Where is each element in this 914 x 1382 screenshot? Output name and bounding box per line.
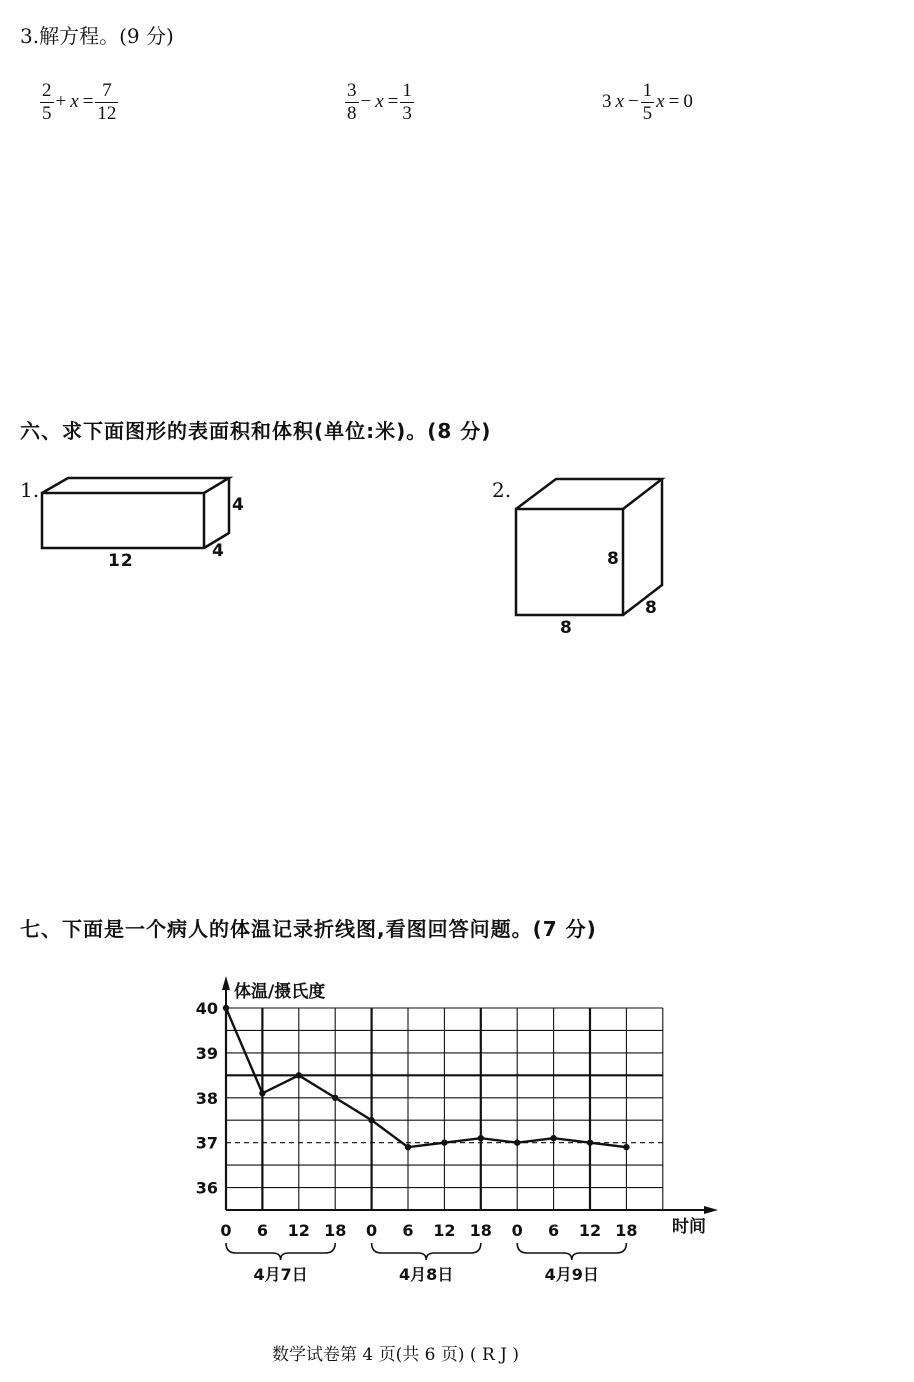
- cuboid-width-label: 4: [212, 541, 225, 561]
- data-point: [623, 1144, 629, 1150]
- group-label: 4月8日: [399, 1265, 454, 1284]
- x-axis-arrow: [704, 1206, 718, 1214]
- x-tick-label: 0: [220, 1221, 232, 1240]
- eq3-coefficient: 3: [602, 91, 612, 113]
- x-tick-label: 12: [433, 1221, 456, 1240]
- y-tick-label: 40: [195, 999, 218, 1018]
- data-point: [332, 1095, 338, 1101]
- x-tick-label: 12: [578, 1221, 602, 1240]
- eq3-denominator: 5: [642, 102, 653, 124]
- eq3-variable: x: [615, 91, 624, 113]
- eq1-equals: =: [82, 91, 94, 113]
- eq3-numerator: 1: [642, 80, 653, 101]
- eq1-rhs-denominator: 12: [97, 102, 117, 124]
- eq2-operator: −: [360, 91, 372, 113]
- data-point: [514, 1139, 520, 1145]
- eq2-numerator: 3: [347, 80, 357, 101]
- data-point: [587, 1139, 593, 1145]
- eq1-denominator: 5: [42, 102, 52, 124]
- eq1-operator: +: [55, 91, 67, 113]
- group-brace: [517, 1243, 626, 1260]
- y-tick-label: 36: [195, 1178, 218, 1198]
- x-tick-label: 18: [615, 1221, 638, 1240]
- cuboid-front-face: [42, 493, 204, 548]
- x-tick-label: 6: [256, 1221, 268, 1240]
- x-tick-label: 12: [287, 1221, 310, 1240]
- data-point: [441, 1139, 447, 1145]
- eq1-rhs-numerator: 7: [95, 80, 118, 103]
- series-line: [226, 1008, 626, 1147]
- data-point: [405, 1144, 411, 1150]
- eq1-variable: x: [70, 91, 79, 113]
- cuboid-side-face: [204, 478, 229, 548]
- cuboid-top-face: [42, 478, 229, 493]
- cuboid-height-label: 4: [232, 495, 245, 515]
- cube-front-edge-label: 8: [607, 549, 620, 569]
- y-tick-label: 39: [195, 1043, 218, 1063]
- x-tick-label: 0: [366, 1221, 378, 1240]
- eq3-equals: =: [668, 91, 680, 113]
- data-point: [259, 1090, 265, 1096]
- chart-axes: [222, 976, 718, 1214]
- chart-grid: [226, 1008, 663, 1210]
- eq3-operator: −: [627, 91, 639, 113]
- chart-x-axis-label: 时间: [672, 1217, 706, 1237]
- eq1-numerator: 2: [42, 80, 52, 101]
- x-tick-label: 18: [469, 1221, 492, 1240]
- y-axis-arrow: [222, 976, 230, 990]
- data-point: [368, 1117, 374, 1123]
- x-tick-label: 18: [324, 1221, 347, 1240]
- fig2-label: 2.: [492, 478, 512, 502]
- cube-depth-edge-label: 8: [645, 598, 658, 618]
- data-point: [223, 1005, 229, 1011]
- chart-series: [223, 1005, 630, 1151]
- eq2-rhs-numerator: 1: [402, 80, 412, 101]
- cube-side-face: [623, 479, 662, 615]
- eq2-denominator: 8: [347, 102, 357, 124]
- eq2-equals: =: [387, 91, 399, 113]
- page-footer: 数学试卷第 4 页(共 6 页) ( R J ): [272, 1345, 520, 1365]
- y-tick-label: 38: [195, 1088, 218, 1108]
- group-brace: [226, 1243, 335, 1260]
- y-tick-label: 37: [195, 1133, 218, 1153]
- eq3-variable-2: x: [656, 91, 665, 113]
- data-point: [478, 1135, 484, 1141]
- chart-y-axis-label: 体温/摄氏度: [234, 982, 326, 1002]
- temperature-line-chart: [0, 960, 914, 1300]
- x-tick-label: 6: [402, 1221, 414, 1240]
- group-label: 4月9日: [544, 1265, 599, 1284]
- data-point: [550, 1135, 556, 1141]
- fig1-label: 1.: [20, 478, 40, 502]
- eq2-rhs-denominator: 3: [402, 102, 412, 124]
- cube-top-face: [516, 479, 662, 509]
- eq3-rhs: 0: [683, 91, 693, 113]
- q6-title: 六、求下面图形的表面积和体积(单位:米)。(8 分): [20, 419, 492, 443]
- data-point: [296, 1072, 302, 1078]
- cuboid-length-label: 12: [108, 551, 134, 571]
- x-tick-label: 6: [548, 1221, 560, 1240]
- group-label: 4月7日: [253, 1265, 308, 1284]
- eq2-variable: x: [375, 91, 384, 113]
- group-brace: [372, 1243, 481, 1260]
- q7-title: 七、下面是一个病人的体温记录折线图,看图回答问题。(7 分): [20, 917, 597, 941]
- cube-bottom-edge-label: 8: [560, 618, 573, 638]
- q3-title: 3.解方程。(9 分): [20, 24, 174, 48]
- x-tick-label: 0: [511, 1221, 523, 1240]
